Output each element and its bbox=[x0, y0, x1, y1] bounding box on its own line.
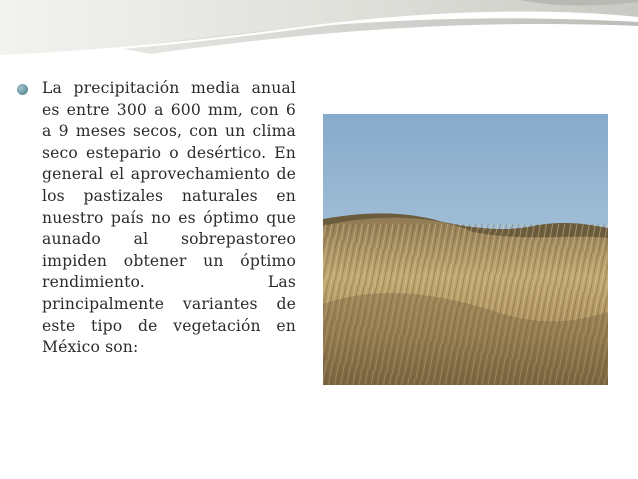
body-text: La precipitación media anual es entre 300 a 600 mm, con 6 a 9 meses secos, con un clima seco estepario o desértico. En general el aprovechamiento de los pastizales naturales en nuestro país no es óptimo que aunado al sobrepastoreo impiden obtener un óptimo rendimiento. Las principalmente variantes de este tipo de vegetación en México son: bbox=[42, 79, 296, 357]
header-swoosh-decoration bbox=[0, 0, 638, 70]
grassland-photo bbox=[323, 114, 608, 385]
round-bullet-icon bbox=[17, 84, 28, 95]
